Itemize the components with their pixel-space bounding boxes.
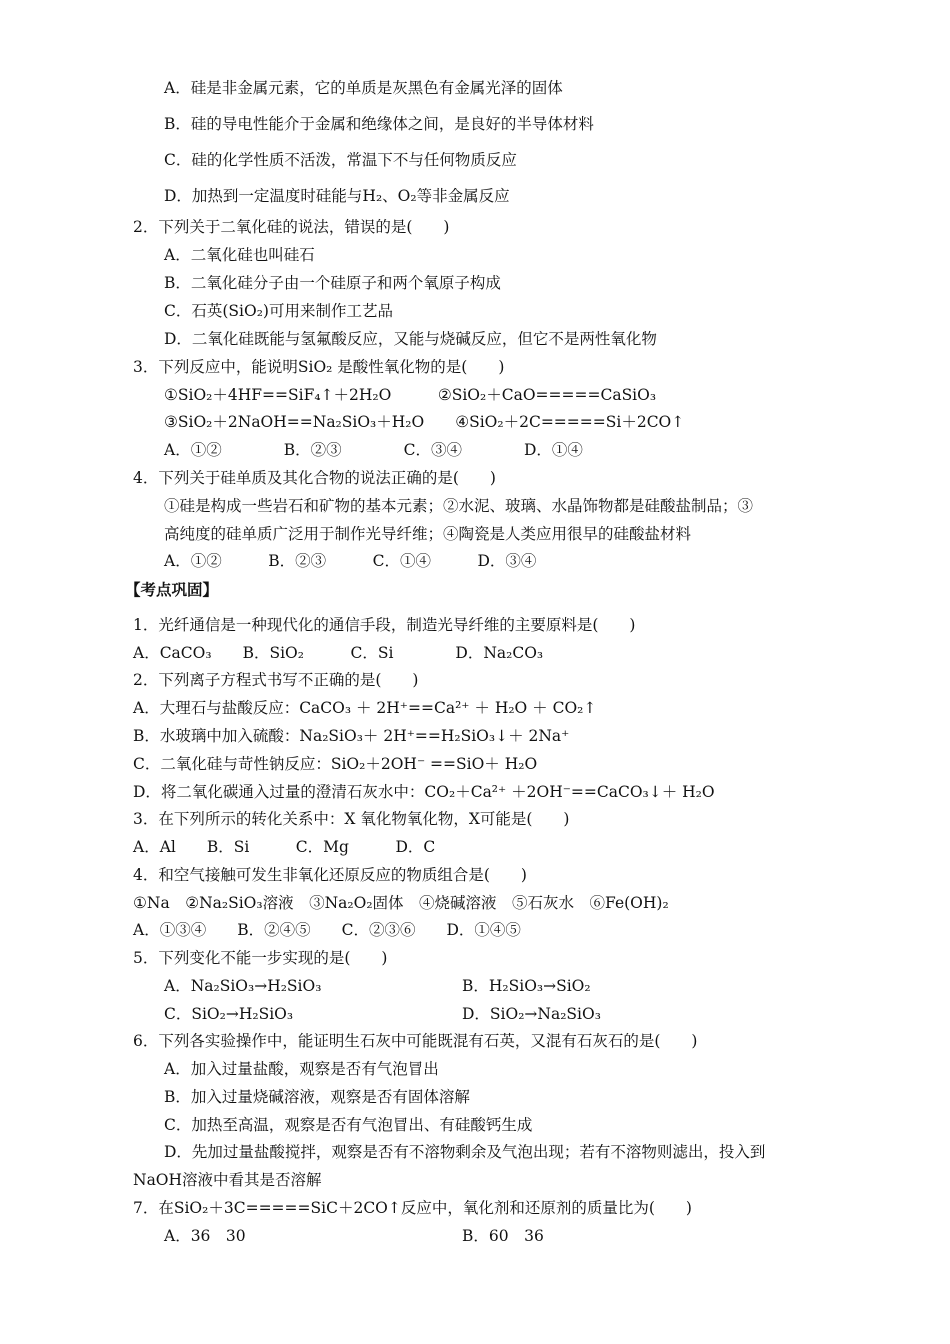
c6-option-d-line2: NaOH溶液中看其是否溶解 — [133, 1171, 322, 1189]
c5-option-d: D．SiO₂→Na₂SiO₃ — [462, 1005, 601, 1023]
c5-option-c: C．SiO₂→H₂SiO₃ — [164, 1005, 294, 1023]
c4-substances: ①Na ②Na₂SiO₃溶液 ③Na₂O₂固体 ④烧碱溶液 ⑤石灰水 ⑥Fe(OH)₂ — [133, 894, 669, 912]
c7-stem: 7．在SiO₂＋3C=====SiC＋2CO↑反应中，氧化剂和还原剂的质量比为( ) — [133, 1199, 692, 1217]
q1-option-a: A．硅是非金属元素，它的单质是灰黑色有金属光泽的固体 — [164, 79, 563, 97]
q1-option-d: D．加热到一定温度时硅能与H₂、O₂等非金属反应 — [164, 187, 510, 205]
c1-options: A．CaCO₃ B．SiO₂ C．Si D．Na₂CO₃ — [133, 644, 544, 662]
q2-stem: 2．下列关于二氧化硅的说法，错误的是( ) — [133, 218, 450, 236]
q4-stem: 4．下列关于硅单质及其化合物的说法正确的是( ) — [133, 469, 496, 487]
c4-options: A．①③④ B．②④⑤ C．②③⑥ D．①④⑤ — [133, 921, 521, 939]
c6-option-a: A．加入过量盐酸，观察是否有气泡冒出 — [164, 1060, 439, 1078]
c4-stem: 4．和空气接触可发生非氧化还原反应的物质组合是( ) — [133, 866, 527, 884]
q4-options: A．①② B．②③ C．①④ D．③④ — [164, 552, 537, 570]
c5-option-a: A．Na₂SiO₃→H₂SiO₃ — [164, 977, 322, 995]
c1-stem: 1．光纤通信是一种现代化的通信手段，制造光导纤维的主要原料是( ) — [133, 616, 636, 634]
c2-option-d: D．将二氧化碳通入过量的澄清石灰水中：CO₂＋Ca²⁺ ＋2OH⁻==CaCO₃↓＋ H₂O — [133, 783, 715, 801]
c2-stem: 2．下列离子方程式书写不正确的是( ) — [133, 671, 419, 689]
q2-option-c: C．石英(SiO₂)可用来制作工艺品 — [164, 302, 393, 320]
c2-option-a: A．大理石与盐酸反应：CaCO₃ ＋ 2H⁺==Ca²⁺ ＋ H₂O ＋ CO₂↑ — [133, 699, 597, 717]
c6-option-b: B．加入过量烧碱溶液，观察是否有固体溶解 — [164, 1088, 470, 1106]
q2-option-a: A．二氧化硅也叫硅石 — [164, 246, 315, 264]
c7-option-b: B．60 36 — [462, 1227, 544, 1245]
q3-reactions-3-4: ③SiO₂＋2NaOH==Na₂SiO₃＋H₂O ④SiO₂＋2C=====Si＋2CO↑ — [164, 413, 685, 431]
q3-reactions-1-2: ①SiO₂＋4HF==SiF₄↑＋2H₂O ②SiO₂＋CaO=====CaSiO₃ — [164, 386, 657, 404]
c7-option-a: A．36 30 — [164, 1227, 246, 1245]
c3-options: A．Al B．Si C．Mg D．C — [133, 838, 436, 856]
c5-stem: 5．下列变化不能一步实现的是( ) — [133, 949, 388, 967]
c2-option-b: B．水玻璃中加入硫酸：Na₂SiO₃＋ 2H⁺==H₂SiO₃↓＋ 2Na⁺ — [133, 727, 570, 745]
c6-option-c: C．加热至高温，观察是否有气泡冒出、有硅酸钙生成 — [164, 1116, 533, 1134]
q1-option-c: C．硅的化学性质不活泼，常温下不与任何物质反应 — [164, 151, 517, 169]
c5-option-b: B．H₂SiO₃→SiO₂ — [462, 977, 591, 995]
q4-statements-line2: 高纯度的硅单质广泛用于制作光导纤维；④陶瓷是人类应用很早的硅酸盐材料 — [164, 525, 692, 543]
q2-option-d: D．二氧化硅既能与氢氟酸反应，又能与烧碱反应，但它不是两性氧化物 — [164, 330, 657, 348]
q3-stem: 3．下列反应中，能说明SiO₂ 是酸性氧化物的是( ) — [133, 358, 505, 376]
c6-option-d-line1: D．先加过量盐酸搅拌，观察是否有不溶物剩余及气泡出现；若有不溶物则滤出，投入到 — [164, 1143, 766, 1161]
c6-stem: 6．下列各实验操作中，能证明生石灰中可能既混有石英，又混有石灰石的是( ) — [133, 1032, 698, 1050]
q1-option-b: B．硅的导电性能介于金属和绝缘体之间，是良好的半导体材料 — [164, 115, 594, 133]
q3-options: A．①② B．②③ C．③④ D．①④ — [164, 441, 583, 459]
c2-option-c: C．二氧化硅与苛性钠反应：SiO₂＋2OH⁻ ==SiO＋ H₂O — [133, 755, 538, 773]
q2-option-b: B．二氧化硅分子由一个硅原子和两个氧原子构成 — [164, 274, 501, 292]
section-heading: 【考点巩固】 — [125, 580, 219, 599]
c3-stem: 3．在下列所示的转化关系中：X 氧化物氧化物，X可能是( ) — [133, 810, 570, 828]
q4-statements-line1: ①硅是构成一些岩石和矿物的基本元素；②水泥、玻璃、水晶饰物都是硅酸盐制品；③ — [164, 497, 754, 515]
